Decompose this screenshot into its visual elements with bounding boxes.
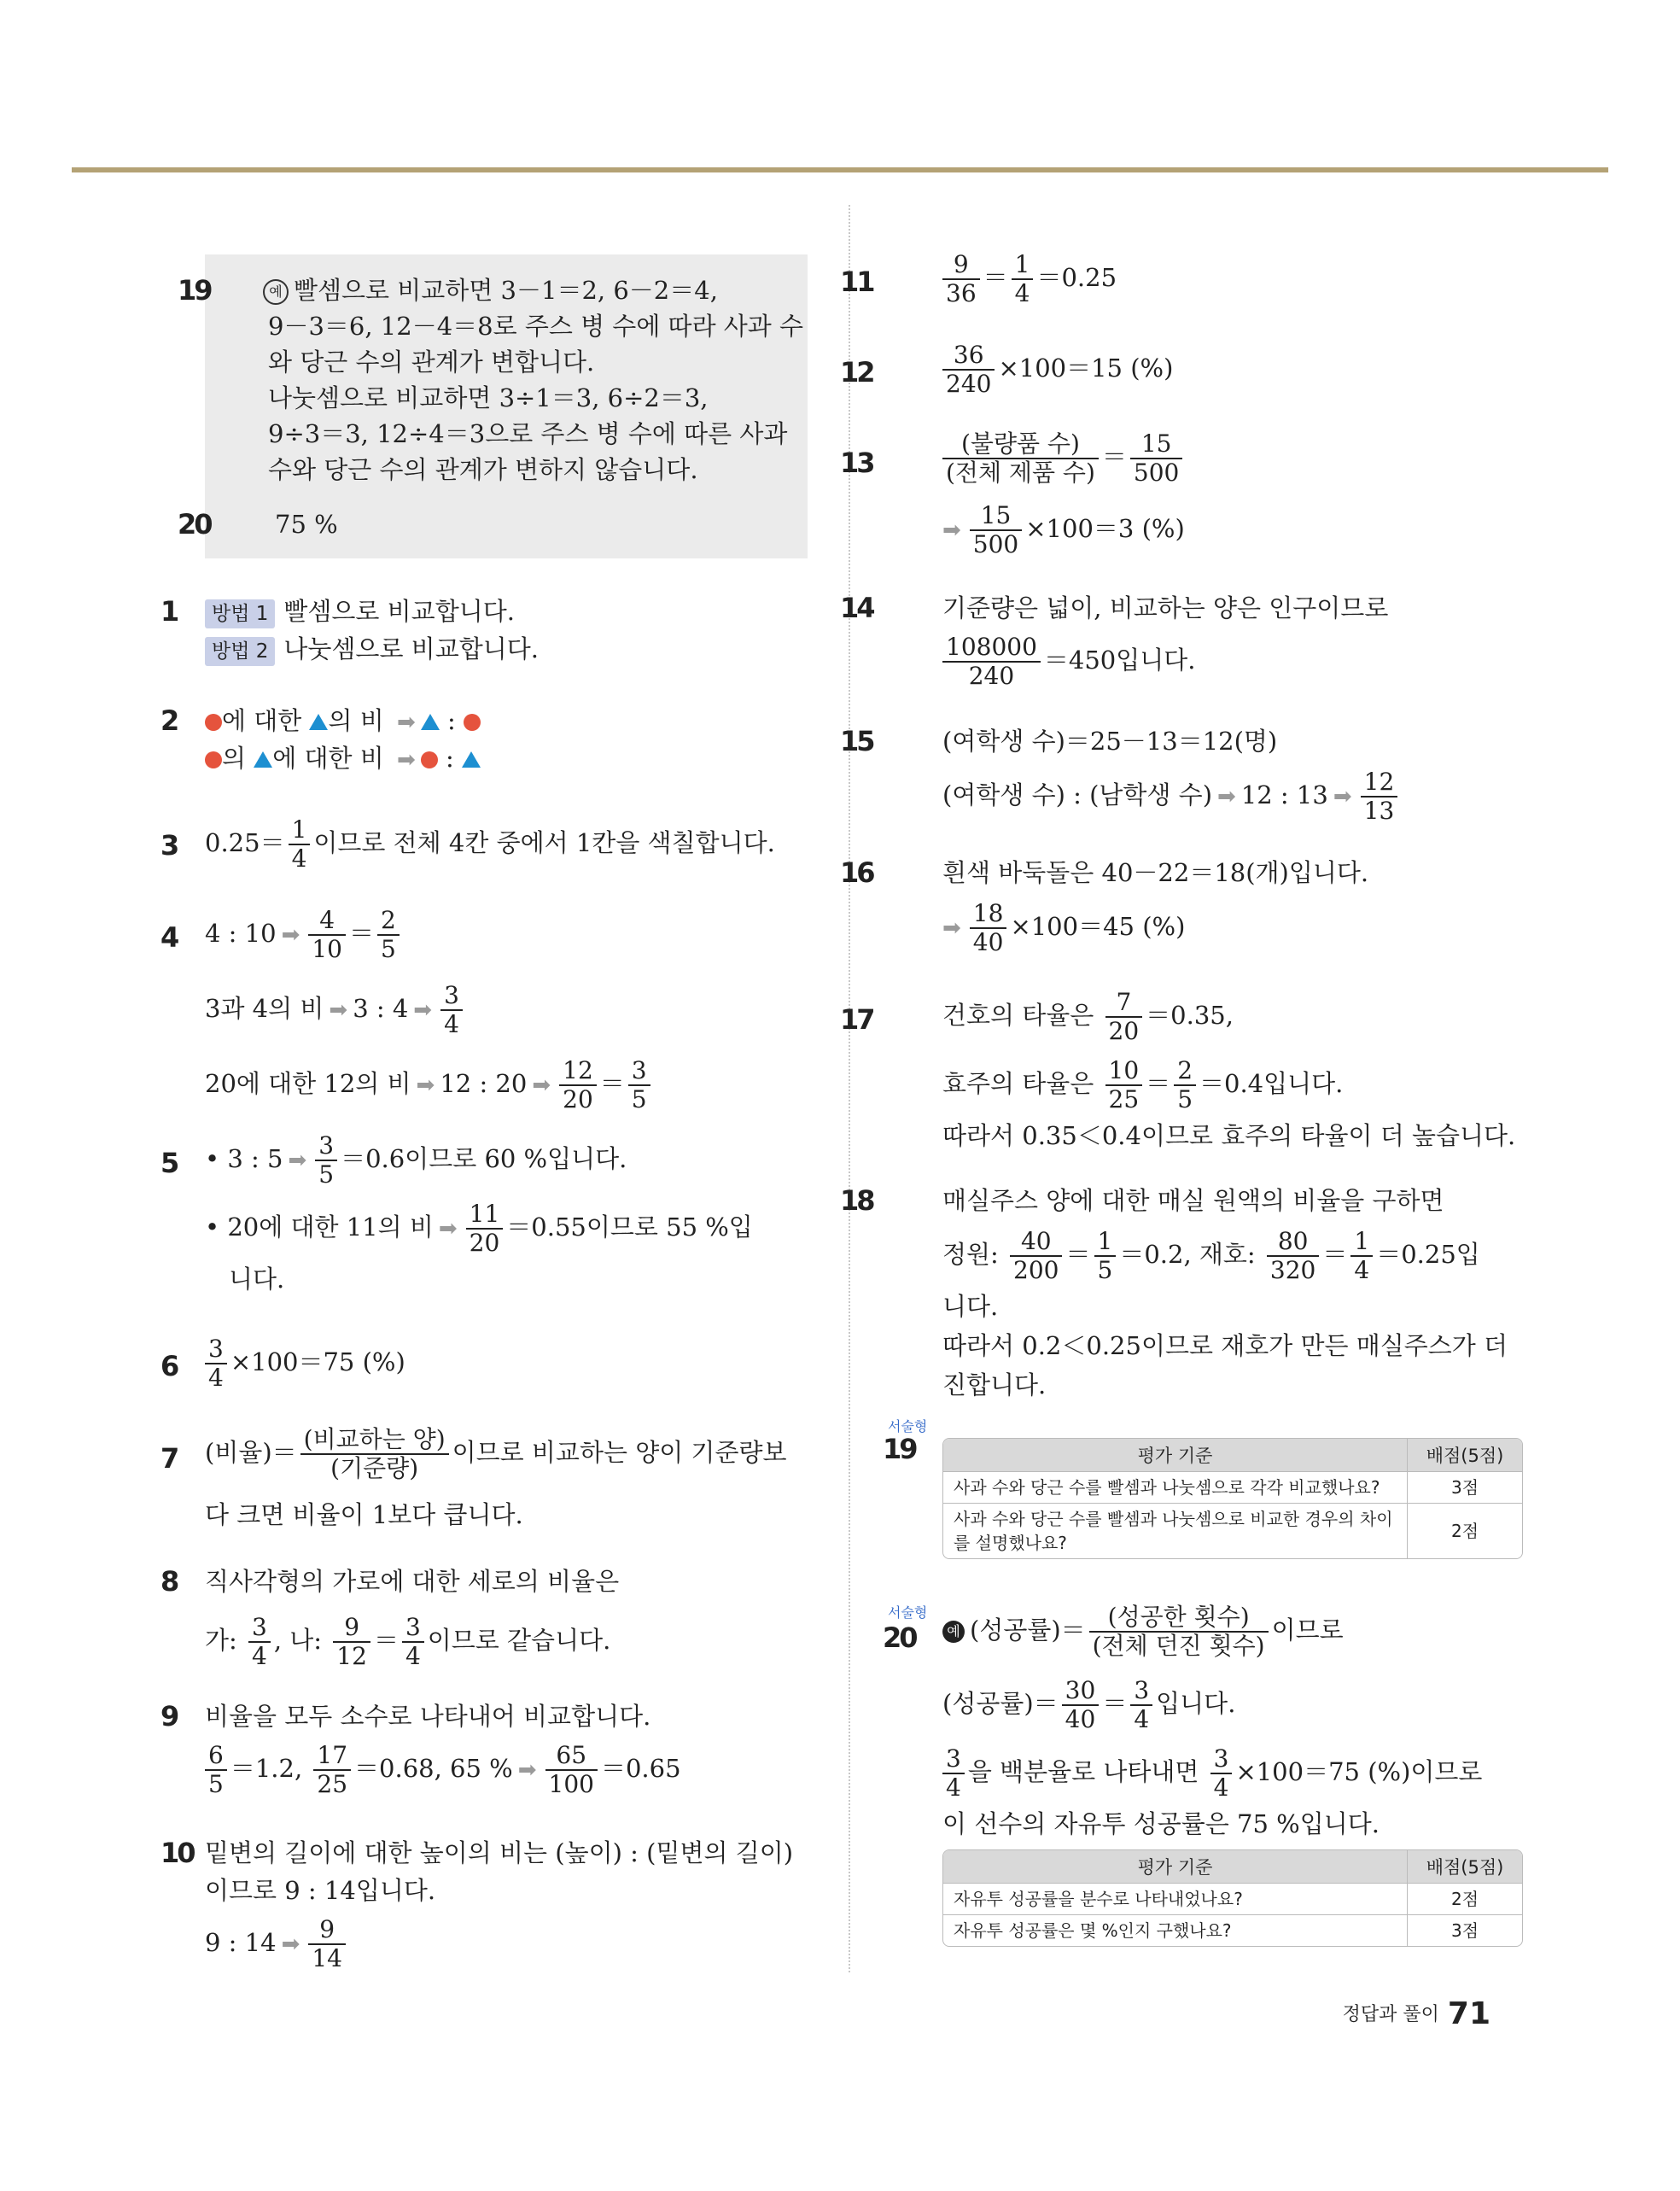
text: 12 : 20	[440, 1069, 528, 1098]
numerator: 36	[942, 343, 995, 371]
fraction	[1210, 1744, 1233, 1802]
denominator: 4	[208, 1364, 224, 1392]
text-line: 비율을 모두 소수로 나타내어 비교합니다.	[205, 1702, 651, 1731]
red-circle-icon	[205, 714, 222, 731]
denominator: 4	[252, 1642, 267, 1670]
fraction	[1010, 1227, 1062, 1284]
text: 3 : 4	[353, 994, 409, 1023]
denominator: (전체 제품 수)	[946, 459, 1095, 487]
numerator: 3	[248, 1615, 271, 1643]
numerator: 3	[205, 1337, 227, 1364]
fraction	[970, 501, 1022, 558]
numerator: 10	[1105, 1059, 1143, 1086]
numerator: 3	[440, 984, 463, 1011]
item-number: 11	[840, 266, 873, 298]
text: ＝0.25입	[1376, 1240, 1480, 1269]
arrow-icon: ➡	[281, 922, 300, 948]
numerator: 1	[1012, 253, 1034, 280]
top-rule	[72, 167, 1608, 172]
footer-label: 정답과 풀이	[1342, 2004, 1439, 2025]
arrow-icon: ➡	[281, 1931, 300, 1957]
fraction	[300, 1425, 449, 1482]
denominator: 14	[312, 1944, 342, 1972]
item-number: 6	[160, 1350, 178, 1382]
example-mark: 예	[263, 279, 289, 305]
text: 12 : 13	[1240, 780, 1328, 809]
text: 효주의 타율은	[942, 1069, 1102, 1098]
numerator: 15	[970, 504, 1022, 531]
arrow-icon: ➡	[329, 997, 348, 1023]
text-line: 이므로 9 : 14입니다.	[205, 1876, 436, 1905]
table-cell: 사과 수와 당근 수를 빨셈과 나눗셈으로 비교한 경우의 차이를 설명했나요?	[943, 1503, 1407, 1558]
denominator: 240	[946, 370, 992, 398]
text: (성공률)＝	[970, 1615, 1086, 1645]
numerator: 3	[315, 1134, 337, 1161]
criteria-table-20	[942, 1849, 1523, 1947]
denominator: 5	[1097, 1256, 1113, 1284]
blue-triangle-icon	[421, 714, 440, 730]
numerator: 108000	[942, 635, 1041, 663]
item-number: 3	[160, 829, 178, 862]
text-line: 따라서 0.2＜0.25이므로 재호가 만든 매실주스가 더	[942, 1331, 1508, 1360]
text-line: 9－3＝6, 12－4＝8로 주스 병 수에 따라 사과 수	[268, 312, 804, 341]
numerator: 4	[308, 909, 346, 936]
arrow-icon: ➡	[1217, 784, 1236, 809]
text: 4 : 10	[205, 919, 277, 948]
text-line: 와 당근 수의 관계가 변합니다.	[268, 348, 595, 377]
fraction	[1105, 990, 1143, 1043]
arrow-icon: ➡	[396, 747, 416, 773]
table-cell: 사과 수와 당근 수를 빨셈과 나눗셈으로 각각 비교했나요?	[943, 1471, 1407, 1503]
text-line: 니다.	[942, 1292, 999, 1321]
item-number: 12	[840, 356, 873, 389]
denominator: 25	[317, 1770, 348, 1798]
arrow-icon: ➡	[416, 1072, 435, 1098]
numerator: 9	[942, 253, 980, 280]
numerator: 3	[1210, 1747, 1233, 1774]
text: ＝0.25	[1036, 263, 1117, 292]
fraction	[402, 1615, 424, 1668]
fraction	[970, 899, 1007, 956]
text: 에 대한	[222, 706, 310, 735]
fraction	[308, 1915, 346, 1972]
arrow-icon: ➡	[532, 1072, 551, 1098]
text: 정원:	[942, 1240, 1007, 1269]
item-number: 5	[160, 1147, 178, 1179]
text: ＝450입니다.	[1043, 646, 1196, 675]
text-line: 이 선수의 자유투 성공률은 75 %입니다.	[942, 1809, 1380, 1838]
denominator: 20	[469, 1229, 500, 1257]
item-number: 19	[178, 274, 211, 307]
text-line: 기준량은 넓이, 비교하는 양은 인구이므로	[942, 593, 1389, 622]
table-header: 배점(5점)	[1407, 1439, 1522, 1471]
item-number: 20	[883, 1621, 916, 1654]
item-number: 9	[160, 1700, 178, 1732]
text: ＝0.6이므로 60 %입니다.	[341, 1144, 627, 1173]
fraction	[942, 343, 995, 396]
text-line: 수와 당근 수의 관계가 변하지 않습니다.	[268, 455, 698, 484]
fraction	[248, 1615, 271, 1668]
denominator: (전체 던진 횟수)	[1092, 1632, 1265, 1660]
denominator: 240	[968, 662, 1015, 690]
denominator: 36	[946, 279, 977, 307]
numerator: 3	[628, 1059, 650, 1086]
denominator: 500	[1133, 459, 1180, 487]
fraction	[942, 429, 1099, 487]
fraction	[440, 981, 463, 1038]
denominator: 20	[563, 1085, 593, 1113]
denominator: 12	[336, 1642, 367, 1670]
text: ＝1.2,	[230, 1754, 311, 1783]
text: (여학생 수) : (남학생 수)	[942, 780, 1213, 809]
fraction	[377, 906, 400, 963]
table-row	[943, 1471, 1522, 1503]
fraction	[308, 906, 346, 963]
blue-triangle-icon	[462, 751, 481, 768]
method-tag: 방법 1	[205, 599, 275, 628]
example-mark: 예	[942, 1621, 965, 1643]
fraction	[1062, 1676, 1100, 1733]
text: ×100＝75 (%)	[230, 1347, 405, 1376]
text: :	[437, 744, 462, 773]
denominator: 25	[1108, 1085, 1140, 1113]
text-line: 빨셈으로 비교하면 3－1＝2, 6－2＝4,	[294, 276, 718, 305]
item-number: 14	[840, 592, 873, 624]
text: 9 : 14	[205, 1928, 277, 1957]
denominator: 4	[291, 844, 307, 873]
text: 이므로 전체 4칸 중에서 1칸을 색칠합니다.	[313, 828, 775, 857]
item-number: 10	[160, 1837, 194, 1869]
denominator: 100	[548, 1770, 594, 1798]
text-line: 다 크면 비율이 1보다 큽니다.	[205, 1500, 523, 1529]
fraction	[205, 1741, 227, 1798]
denominator: 500	[972, 530, 1019, 558]
arrow-icon: ➡	[413, 997, 433, 1023]
text: ×100＝75 (%)이므로	[1235, 1757, 1483, 1786]
arrow-icon: ➡	[1333, 784, 1352, 809]
numerator: 2	[377, 909, 400, 936]
red-circle-icon	[421, 751, 438, 768]
text: ×100＝45 (%)	[1010, 912, 1186, 941]
text: 이므로	[1271, 1615, 1344, 1645]
text-line: 밑변의 길이에 대한 높이의 비는 (높이) : (밑변의 길이)	[205, 1838, 794, 1867]
denominator: 5	[208, 1770, 224, 1798]
text: ＝0.35,	[1146, 1001, 1234, 1030]
text: 건호의 타율은	[942, 1001, 1102, 1030]
descriptive-label: 서술형	[888, 1418, 928, 1434]
text: ×100＝15 (%)	[998, 353, 1174, 383]
fraction	[628, 1056, 650, 1113]
text: ＝0.68, 65 %	[354, 1754, 513, 1783]
text: :	[439, 706, 464, 735]
text: ＝	[349, 919, 375, 948]
red-circle-icon	[464, 714, 481, 731]
text-line: 매실주스 양에 대한 매실 원액의 비율을 구하면	[942, 1186, 1444, 1215]
fraction	[1361, 770, 1398, 823]
fraction	[942, 250, 980, 307]
text: 0.25＝	[205, 828, 285, 857]
table-header: 평가 기준	[943, 1439, 1407, 1471]
text: 에 대한 비	[272, 744, 384, 773]
item-number: 20	[178, 508, 211, 540]
numerator: 80	[1267, 1230, 1319, 1257]
text: 입니다.	[1156, 1689, 1236, 1718]
text-line: 따라서 0.35＜0.4이므로 효주의 타율이 더 높습니다.	[942, 1121, 1516, 1150]
numerator: 18	[970, 902, 1007, 929]
denominator: 10	[312, 935, 342, 963]
denominator: 200	[1013, 1256, 1059, 1284]
fraction	[1174, 1056, 1196, 1113]
text-line: 9÷3＝3, 12÷4＝3으로 주스 병 수에 따른 사과	[268, 419, 788, 448]
numerator: (불량품 수)	[942, 432, 1099, 459]
denominator: 5	[318, 1160, 335, 1189]
numerator: 9	[308, 1918, 346, 1945]
fraction	[942, 1744, 965, 1802]
table-cell: 3점	[1407, 1914, 1522, 1946]
fraction	[1089, 1605, 1269, 1658]
arrow-icon: ➡	[288, 1148, 307, 1173]
denominator: 4	[946, 1773, 961, 1802]
text: (비율)＝	[205, 1438, 297, 1467]
item-number: 7	[160, 1442, 178, 1475]
denominator: 4	[1014, 279, 1030, 307]
table-cell: 자유투 성공률은 몇 %인지 구했나요?	[943, 1914, 1407, 1946]
method-tag: 방법 2	[205, 637, 275, 666]
arrow-icon: ➡	[517, 1757, 537, 1783]
denominator: (기준량)	[330, 1454, 419, 1482]
text-line: 나눗셈으로 비교합니다.	[283, 634, 539, 663]
text: 의	[222, 744, 254, 773]
denominator: 20	[1108, 1017, 1140, 1045]
item-number: 13	[840, 447, 873, 479]
numerator: 1	[1094, 1230, 1117, 1257]
fraction	[559, 1056, 597, 1113]
item-number: 18	[840, 1184, 873, 1217]
denominator: 4	[1213, 1773, 1229, 1802]
fraction	[1130, 1676, 1152, 1733]
criteria-table-19	[942, 1438, 1523, 1559]
item-number: 4	[160, 921, 178, 954]
text: • 20에 대한 11의 비	[205, 1212, 434, 1242]
fraction	[942, 635, 1041, 688]
item-number: 19	[883, 1433, 916, 1465]
numerator: (비교하는 양)	[300, 1428, 449, 1455]
fraction	[466, 1202, 504, 1255]
page-footer	[1343, 1996, 1490, 2031]
numerator: 30	[1062, 1679, 1100, 1706]
text: 20에 대한 12의 비	[205, 1069, 411, 1098]
text: ＝	[599, 1069, 625, 1098]
denominator: 5	[381, 935, 396, 963]
numerator: 11	[466, 1202, 504, 1230]
fraction	[1105, 1056, 1143, 1113]
text: ＝0.65	[600, 1754, 681, 1783]
table-cell: 3점	[1407, 1471, 1522, 1503]
arrow-icon: ➡	[942, 517, 961, 543]
numerator: 15	[1130, 432, 1182, 459]
page-number: 71	[1447, 1996, 1490, 2031]
numerator: 12	[1361, 770, 1398, 798]
numerator: (성공한 횟수)	[1089, 1605, 1269, 1633]
text: (성공률)＝	[942, 1689, 1059, 1718]
fraction	[333, 1615, 370, 1668]
fraction	[315, 1131, 337, 1189]
denominator: 4	[1134, 1705, 1150, 1733]
answer-text: 75 %	[275, 510, 338, 539]
denominator: 320	[1269, 1256, 1316, 1284]
fraction	[1267, 1227, 1319, 1284]
table-row	[943, 1503, 1522, 1558]
text: • 3 : 5	[205, 1144, 283, 1173]
fraction	[313, 1741, 351, 1798]
denominator: 4	[1354, 1256, 1370, 1284]
text-line: 진합니다.	[942, 1370, 1047, 1399]
numerator: 3	[402, 1615, 424, 1643]
denominator: 40	[972, 928, 1004, 956]
numerator: 9	[333, 1615, 370, 1643]
fraction	[1094, 1227, 1117, 1284]
numerator: 3	[942, 1747, 965, 1774]
red-circle-icon	[205, 751, 222, 768]
numerator: 40	[1010, 1230, 1062, 1257]
table-cell: 2점	[1407, 1503, 1522, 1558]
fraction	[545, 1741, 598, 1798]
text: 의 비	[328, 706, 384, 735]
item-number: 1	[160, 595, 178, 628]
item-number: 15	[840, 725, 873, 757]
table-header: 배점(5점)	[1407, 1850, 1522, 1883]
numerator: 7	[1105, 990, 1143, 1018]
numerator: 17	[313, 1744, 351, 1771]
fraction	[1350, 1227, 1373, 1284]
text: 가:	[205, 1626, 246, 1655]
denominator: 5	[1177, 1085, 1193, 1113]
arrow-icon: ➡	[396, 710, 416, 735]
numerator: 65	[545, 1744, 598, 1771]
fraction	[1012, 250, 1034, 307]
text: 이므로 같습니다.	[427, 1626, 611, 1655]
numerator: 12	[559, 1059, 597, 1086]
text: , 나:	[273, 1626, 330, 1655]
blue-triangle-icon	[254, 751, 272, 768]
denominator: 40	[1065, 1705, 1096, 1733]
table-cell: 2점	[1407, 1883, 1522, 1914]
fraction	[1130, 429, 1182, 487]
text: ＝0.55이므로 55 %입	[506, 1212, 753, 1242]
denominator: 4	[405, 1642, 421, 1670]
item-number: 2	[160, 704, 178, 737]
table-cell: 자유투 성공률을 분수로 나타내었나요?	[943, 1883, 1407, 1914]
fraction	[289, 815, 311, 873]
text-line: 직사각형의 가로에 대한 세로의 비율은	[205, 1567, 620, 1596]
text-line: 빨셈으로 비교합니다.	[283, 597, 515, 626]
text: 을 백분율로 나타내면	[967, 1757, 1207, 1786]
numerator: 2	[1174, 1059, 1196, 1086]
item-number: 8	[160, 1565, 178, 1598]
text-line: (여학생 수)＝25－13＝12(명)	[942, 727, 1278, 756]
text: 3과 4의 비	[205, 994, 324, 1023]
denominator: 13	[1363, 797, 1395, 825]
denominator: 5	[631, 1085, 647, 1113]
text-line: 니다.	[229, 1265, 285, 1294]
text: ＝0.4입니다.	[1199, 1069, 1344, 1098]
item-number: 16	[840, 856, 873, 889]
arrow-icon: ➡	[438, 1216, 458, 1242]
text: 이므로 비교하는 양이 기준량보	[452, 1438, 787, 1467]
table-row	[943, 1883, 1522, 1914]
denominator: 4	[444, 1010, 459, 1038]
text: ×100＝3 (%)	[1025, 514, 1185, 543]
text-line: 흰색 바둑돌은 40－22＝18(개)입니다.	[942, 858, 1369, 887]
fraction	[205, 1337, 227, 1390]
blue-triangle-icon	[309, 714, 328, 730]
item-number: 17	[840, 1003, 873, 1036]
numerator: 3	[1130, 1679, 1152, 1706]
text: ＝0.2, 재호:	[1119, 1240, 1263, 1269]
numerator: 1	[289, 818, 311, 845]
table-header: 평가 기준	[943, 1850, 1407, 1883]
numerator: 6	[205, 1744, 227, 1771]
arrow-icon: ➡	[942, 915, 961, 941]
table-row	[943, 1914, 1522, 1946]
numerator: 1	[1350, 1230, 1373, 1257]
descriptive-label: 서술형	[888, 1604, 928, 1621]
text-line: 나눗셈으로 비교하면 3÷1＝3, 6÷2＝3,	[268, 383, 709, 412]
